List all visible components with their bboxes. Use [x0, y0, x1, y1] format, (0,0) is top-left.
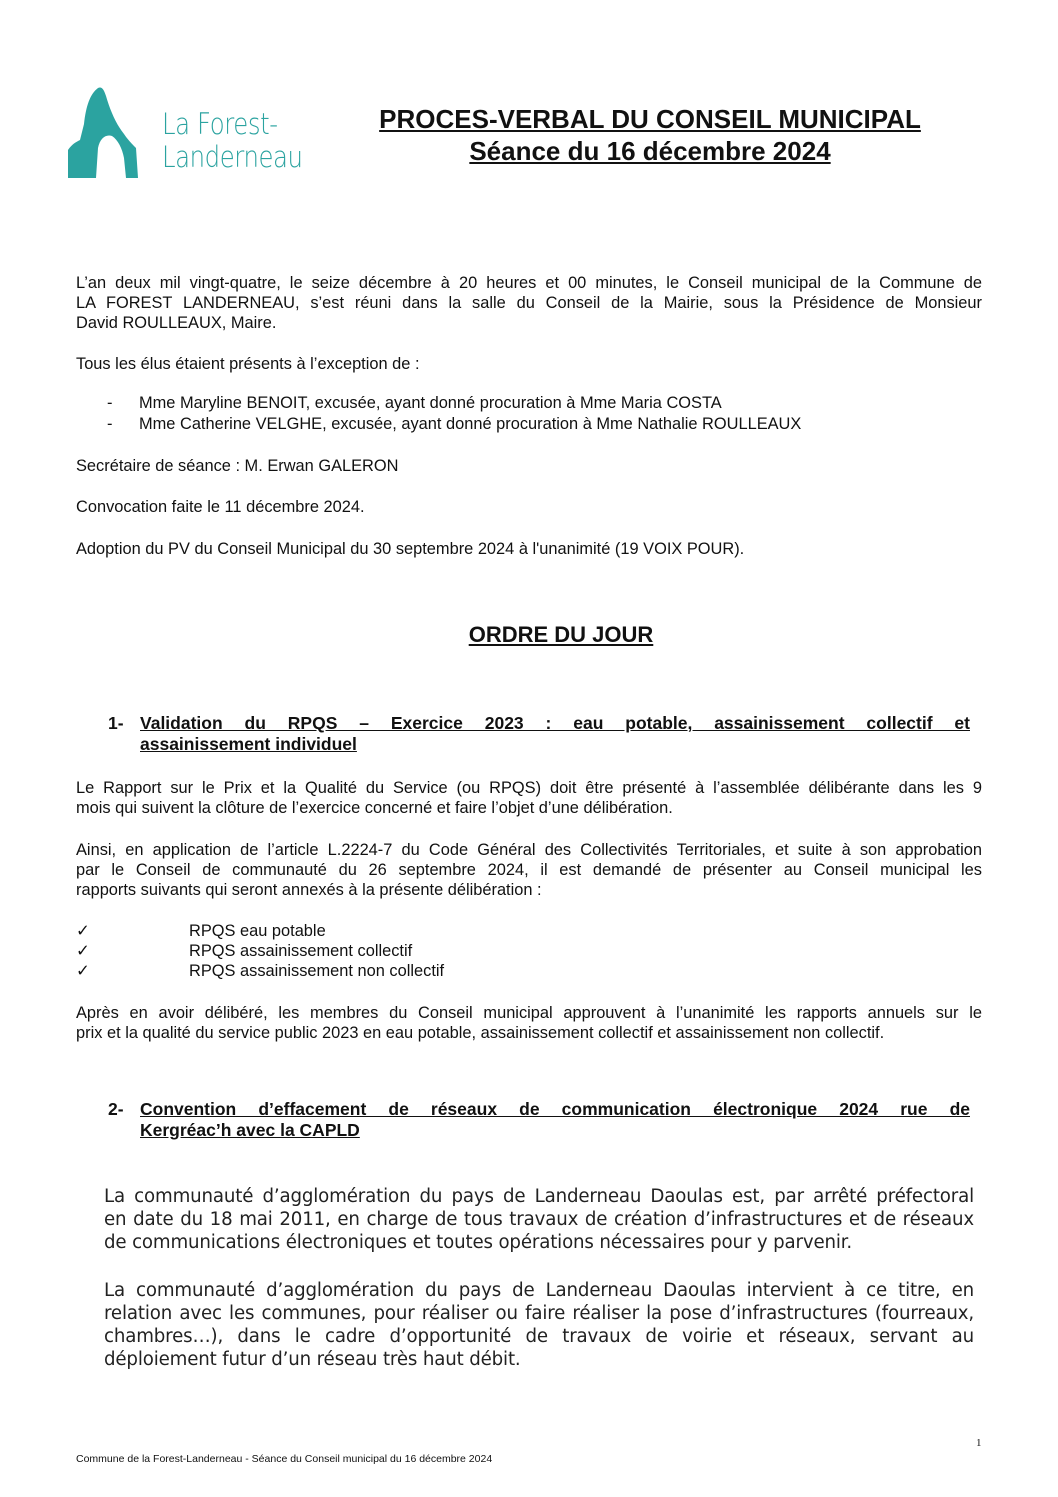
- image-text-line: de communications électroniques et toutes opérations nécessaires pour y parvenir.: [104, 1232, 853, 1253]
- image-text-line: relation avec les communes, pour réaliser ou faire réaliser la pose d’infrastructures (fourreaux,: [104, 1303, 974, 1324]
- logo-wordmark: [162, 108, 303, 174]
- page-footer: Commune de la Forest-Landerneau - Séance du Conseil municipal du 16 décembre 2024: [76, 1453, 493, 1465]
- convocation-text: Convocation faite le 11 décembre 2024.: [76, 498, 365, 516]
- report-list-item: RPQS eau potable: [189, 922, 326, 940]
- paragraph-line: Le Rapport sur le Prix et la Qualité du Service (ou RPQS) doit être présenté à l’assemblée délibérante dans les 9: [76, 779, 982, 797]
- logo-line-2: Landerneau: [162, 140, 303, 174]
- section-title: [140, 713, 970, 755]
- section-title-line: assainissement individuel: [140, 734, 357, 754]
- paragraph-line: Ainsi, en application de l’article L.2224-7 du Code Général des Collectivités Territoriales, et suite à son approbation: [76, 841, 982, 859]
- paragraph-line: Après en avoir délibéré, les membres du Conseil municipal approuvent à l’unanimité les rapports annuels sur le: [76, 1004, 982, 1022]
- absent-member-item: Mme Maryline BENOIT, excusée, ayant donné procuration à Mme Maria COSTA: [139, 394, 722, 412]
- deliberation-paragraph: [76, 1003, 982, 1043]
- section-title: [140, 1099, 970, 1141]
- image-text-line: La communauté d’agglomération du pays de Landerneau Daoulas intervient à ce titre, en: [104, 1280, 974, 1301]
- section-number: 2-: [108, 1099, 124, 1119]
- intro-paragraph: [76, 273, 982, 333]
- check-icon: ✓: [76, 942, 90, 960]
- document-title: PROCES-VERBAL DU CONSEIL MUNICIPAL: [379, 104, 921, 134]
- check-icon: ✓: [76, 962, 90, 980]
- paragraph-line: prix et la qualité du service public 2023 en eau potable, assainissement collectif et assainissement non collectif.: [76, 1024, 885, 1042]
- application-paragraph: [76, 840, 982, 900]
- secretary-text: Secrétaire de séance : M. Erwan GALERON: [76, 457, 399, 475]
- municipality-logo: [66, 84, 306, 184]
- list-dash: -: [107, 415, 113, 433]
- check-icon: ✓: [76, 922, 90, 940]
- rpqs-paragraph: [76, 778, 982, 818]
- image-text-line: déploiement futur d’un réseau très haut débit.: [104, 1349, 521, 1370]
- paragraph-line: rapports suivants qui seront annexés à la présente délibération :: [76, 881, 542, 899]
- document-subtitle: Séance du 16 décembre 2024: [469, 136, 831, 166]
- report-list-item: RPQS assainissement non collectif: [189, 962, 445, 980]
- embedded-text-image-paragraph-1: [104, 1185, 974, 1254]
- intro-line: David ROULLEAUX, Maire.: [76, 314, 277, 332]
- image-text-line: chambres…), dans le cadre d’opportunité de travaux de voirie et réseaux, servant au: [104, 1326, 974, 1347]
- absent-member-item: Mme Catherine VELGHE, excusée, ayant donné procuration à Mme Nathalie ROULLEAUX: [139, 415, 802, 433]
- paragraph-line: mois qui suivent la clôture de l’exercice concerné et faire l’objet d’une délibération.: [76, 799, 673, 817]
- paragraph-line: par le Conseil de communauté du 26 septembre 2024, il est demandé de présenter au Conseil municipal les: [76, 861, 982, 879]
- attendance-text: Tous les élus étaient présents à l’exception de :: [76, 355, 420, 373]
- section-number: 1-: [108, 713, 124, 733]
- intro-line: L’an deux mil vingt-quatre, le seize décembre à 20 heures et 00 minutes, le Conseil municipal de la Commune de: [76, 274, 982, 292]
- page-number: 1: [976, 1437, 982, 1449]
- agenda-heading: ORDRE DU JOUR: [468, 622, 654, 647]
- embedded-text-image-paragraph-2: [104, 1279, 974, 1371]
- image-text-line: en date du 18 mai 2011, en charge de tous travaux de création d’infrastructures et de réseaux: [104, 1209, 974, 1230]
- image-text-line: La communauté d’agglomération du pays de Landerneau Daoulas est, par arrêté préfectoral: [104, 1186, 974, 1207]
- intro-line: LA FOREST LANDERNEAU, s’est réuni dans la salle du Conseil de la Mairie, sous la Présidence de Monsieur: [76, 294, 982, 312]
- logo-line-1: La Forest-: [162, 107, 278, 141]
- section-title-line: Convention d’effacement de réseaux de communication électronique 2024 rue de: [140, 1099, 970, 1119]
- section-title-line: Kergréac’h avec la CAPLD: [140, 1120, 360, 1140]
- adoption-text: Adoption du PV du Conseil Municipal du 30 septembre 2024 à l'unanimité (19 VOIX POUR).: [76, 540, 745, 558]
- arch-logo-icon: [66, 84, 156, 182]
- section-title-line: Validation du RPQS – Exercice 2023 : eau potable, assainissement collectif et: [140, 713, 970, 733]
- list-dash: -: [107, 394, 113, 412]
- report-list-item: RPQS assainissement collectif: [189, 942, 413, 960]
